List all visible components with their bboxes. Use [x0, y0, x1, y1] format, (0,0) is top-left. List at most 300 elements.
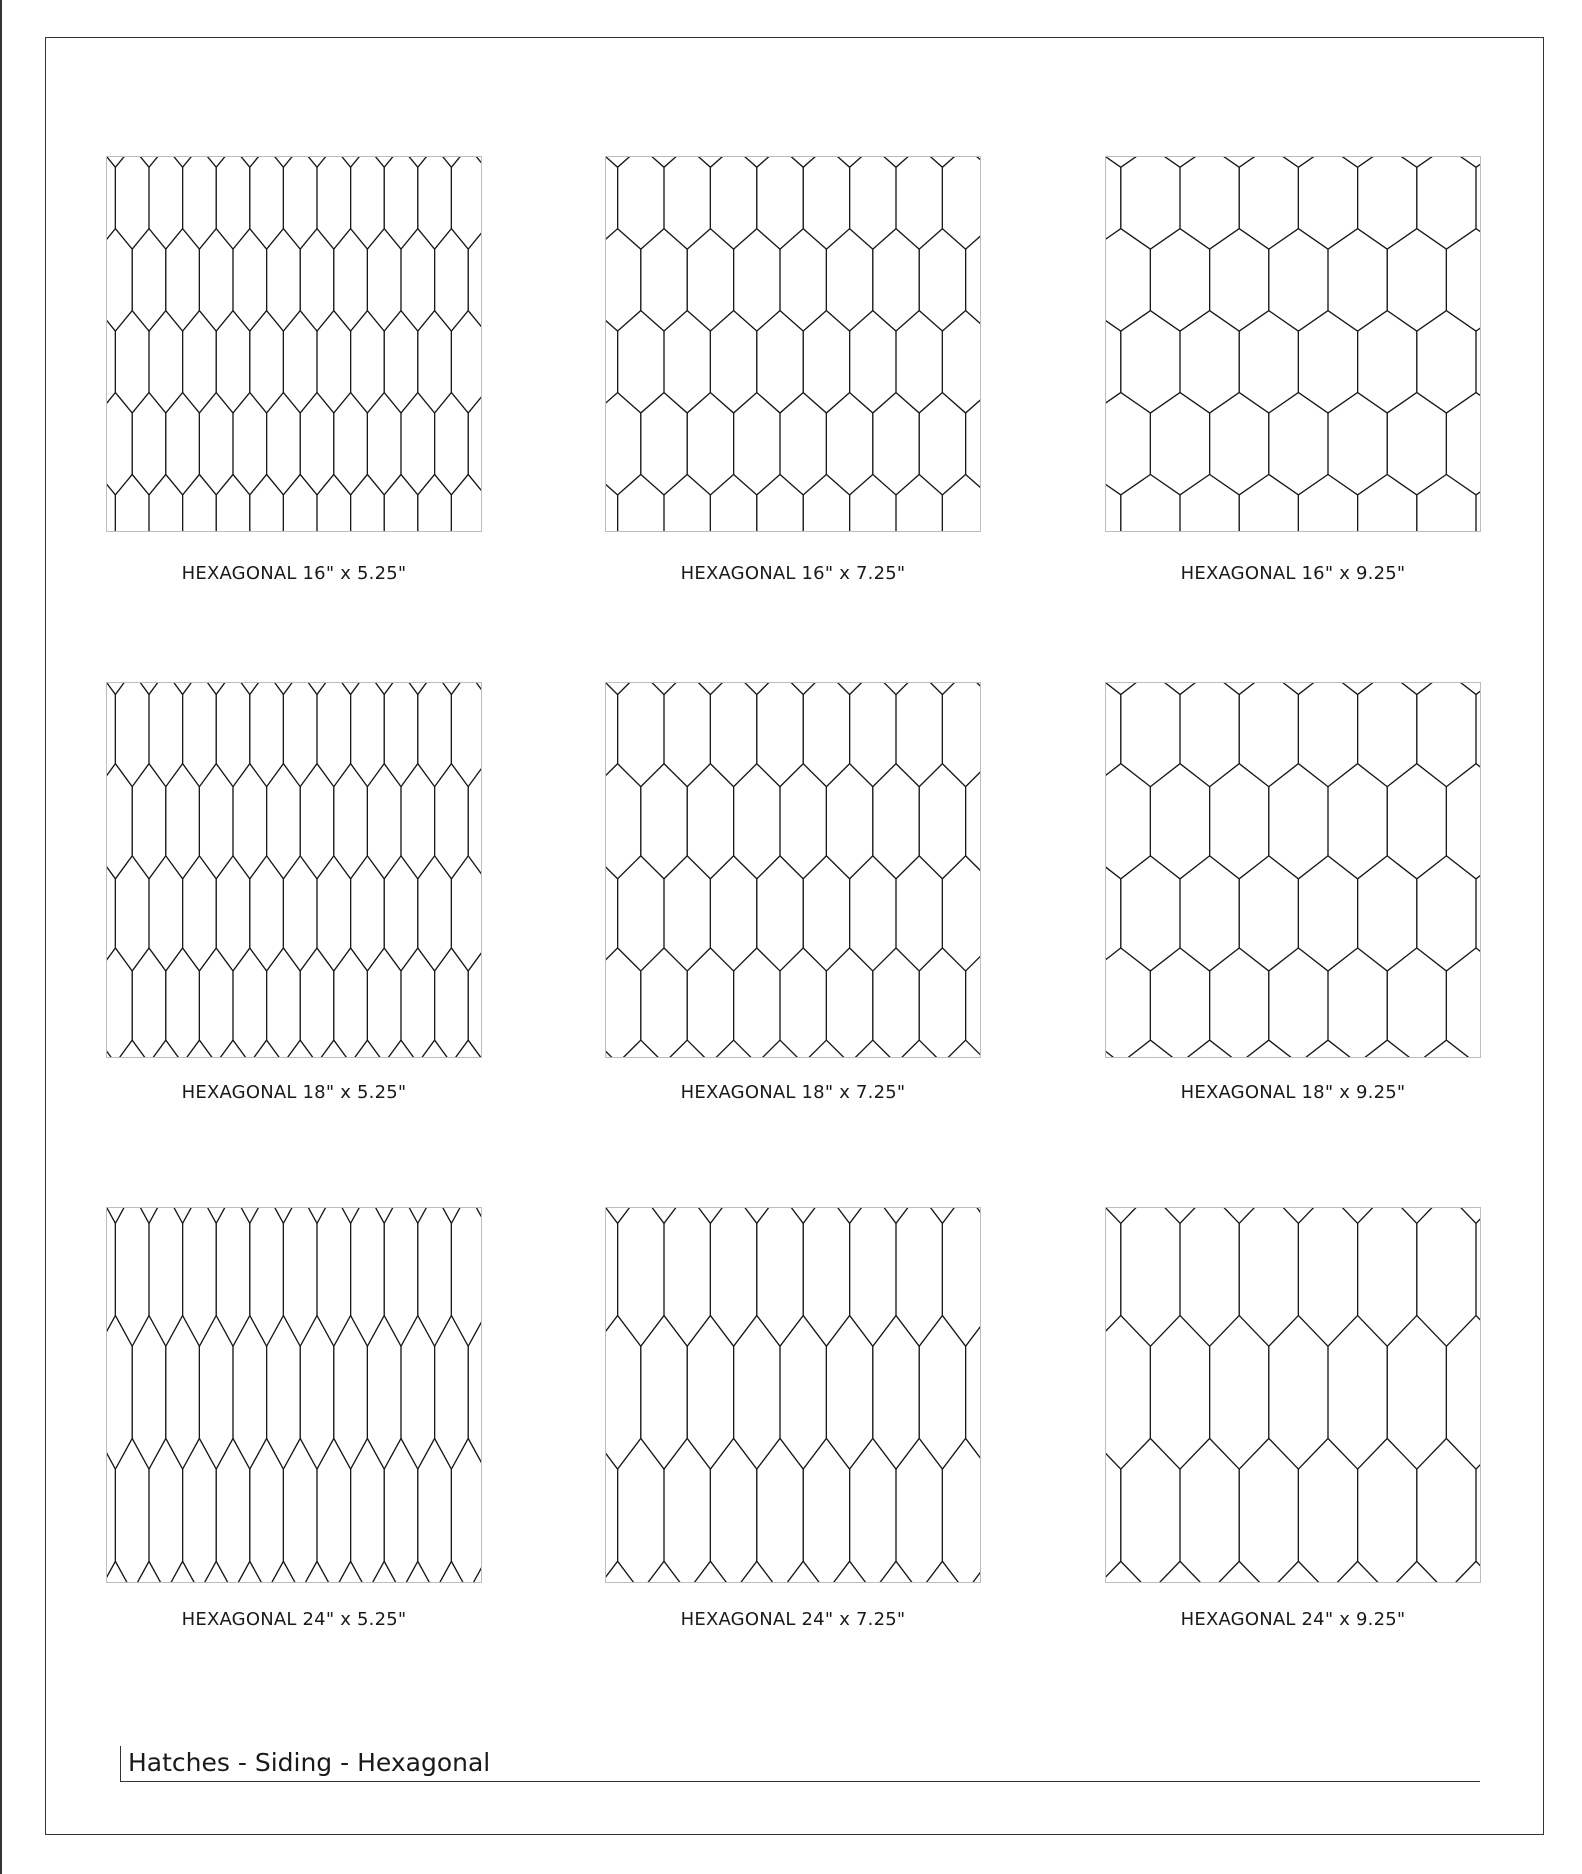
hexagon-tile: [199, 1208, 233, 1223]
hexagon-tile: [1106, 1561, 1150, 1582]
hexagon-tile: [942, 474, 980, 531]
hexagon-tile: [300, 1208, 334, 1223]
hexagon-tile: [826, 948, 872, 1057]
hexagon-tile: [1417, 311, 1476, 413]
hatch-panel-24x9-25: [1105, 1207, 1481, 1583]
hexagon-tile: [183, 1040, 217, 1057]
hexagon-tile: [401, 683, 435, 695]
hatch-caption: HEXAGONAL 16" x 9.25": [1180, 563, 1406, 584]
hexagon-tile: [401, 764, 435, 879]
hexagon-tile: [216, 856, 250, 971]
hexagon-tile: [199, 764, 233, 879]
hexagon-tile: [734, 1208, 780, 1223]
hexagon-tile: [233, 229, 267, 331]
hatch-drawing: [1106, 1208, 1480, 1582]
hexagon-tile: [468, 1208, 481, 1223]
hexagon-tile: [149, 1040, 183, 1057]
hexagon-tile: [919, 157, 965, 167]
hexagon-tile: [606, 474, 618, 531]
hexagon-tile: [1180, 311, 1239, 413]
hexagon-tile: [1269, 393, 1328, 495]
hatch-caption: HEXAGONAL 16" x 7.25": [680, 563, 906, 584]
hexagon-tile: [641, 948, 687, 1057]
hexagon-tile: [942, 683, 980, 787]
hexagon-tile: [919, 1561, 965, 1582]
hexagon-tile: [1180, 1438, 1239, 1582]
hatch-lines: [1106, 157, 1480, 531]
hexagon-tile: [1121, 311, 1180, 413]
hexagon-tile: [942, 1208, 980, 1346]
hexagon-tile: [107, 1561, 132, 1582]
hexagon-tile: [216, 474, 250, 531]
hexagon-tile: [1269, 1208, 1328, 1223]
hexagon-tile: [919, 393, 965, 495]
hexagon-tile: [1298, 856, 1357, 971]
hexagon-tile: [267, 1208, 301, 1223]
hexagon-tile: [1446, 948, 1480, 1057]
hexagon-tile: [873, 229, 919, 331]
hexagon-tile: [199, 1561, 233, 1582]
hexagon-tile: [1150, 1561, 1209, 1582]
hexagon-tile: [641, 1561, 687, 1582]
hatch-caption: HEXAGONAL 24" x 7.25": [680, 1609, 906, 1630]
hexagon-tile: [1476, 157, 1480, 249]
hexagon-tile: [149, 856, 183, 971]
hexagon-tile: [850, 856, 896, 971]
hatch-caption: HEXAGONAL 24" x 5.25": [181, 1609, 407, 1630]
hexagon-tile: [1476, 1040, 1480, 1057]
hexagon-tile: [896, 474, 942, 531]
sheet-title: Hatches - Siding - Hexagonal: [128, 1748, 491, 1777]
hexagon-tile: [1358, 474, 1417, 531]
hexagon-tile: [418, 474, 452, 531]
hatch-caption: HEXAGONAL 24" x 9.25": [1180, 1609, 1406, 1630]
hexagon-tile: [826, 1561, 872, 1582]
hexagon-tile: [300, 948, 334, 1057]
hexagon-tile: [780, 764, 826, 879]
hexagon-tile: [233, 157, 267, 167]
hexagon-tile: [351, 311, 385, 413]
hexagon-tile: [734, 393, 780, 495]
hexagon-tile: [826, 1316, 872, 1470]
hexagon-tile: [919, 229, 965, 331]
hexagon-tile: [1269, 157, 1328, 167]
hexagon-tile: [826, 229, 872, 331]
hexagon-tile: [664, 1438, 710, 1582]
hexagon-tile: [317, 311, 351, 413]
hexagon-tile: [334, 948, 368, 1057]
hexagon-tile: [919, 948, 965, 1057]
hatch-drawing: [606, 683, 980, 1057]
hexagon-tile: [803, 1438, 849, 1582]
hexagon-tile: [334, 683, 368, 695]
hexagon-tile: [966, 764, 980, 879]
hexagon-tile: [267, 229, 301, 331]
hexagon-tile: [401, 1208, 435, 1223]
hexagon-tile: [919, 683, 965, 695]
hexagon-tile: [401, 1316, 435, 1470]
hexagon-tile: [401, 393, 435, 495]
hatch-lines: [606, 1208, 980, 1582]
hexagon-tile: [149, 474, 183, 531]
hexagon-tile: [233, 393, 267, 495]
hatch-drawing: [606, 157, 980, 531]
hexagon-tile: [267, 764, 301, 879]
hexagon-tile: [942, 157, 980, 249]
hexagon-tile: [451, 157, 481, 249]
hexagon-tile: [351, 856, 385, 971]
hexagon-tile: [1387, 764, 1446, 879]
hexagon-tile: [199, 948, 233, 1057]
hexagon-tile: [1150, 683, 1209, 695]
hexagon-tile: [1239, 311, 1298, 413]
hexagon-tile: [267, 948, 301, 1057]
hexagon-tile: [1387, 157, 1446, 167]
hexagon-tile: [107, 1040, 115, 1057]
hexagon-tile: [1446, 229, 1480, 331]
hexagon-tile: [166, 157, 200, 167]
hexagon-tile: [1150, 157, 1209, 167]
hexagon-tile: [1239, 1438, 1298, 1582]
hexagon-tile: [641, 683, 687, 695]
hexagon-tile: [115, 1040, 149, 1057]
hexagon-tile: [687, 393, 733, 495]
hexagon-tile: [132, 229, 166, 331]
hexagon-tile: [1106, 683, 1121, 787]
hexagon-tile: [1387, 229, 1446, 331]
hexagon-tile: [664, 1040, 710, 1057]
hexagon-tile: [1180, 474, 1239, 531]
hatch-panel-16x5-25: [106, 156, 482, 532]
hexagon-tile: [1328, 764, 1387, 879]
hatch-caption: HEXAGONAL 18" x 7.25": [680, 1082, 906, 1103]
hexagon-tile: [283, 474, 317, 531]
hexagon-tile: [606, 683, 618, 787]
hexagon-tile: [317, 1040, 351, 1057]
hexagon-tile: [468, 157, 481, 167]
hatch-lines: [1106, 683, 1480, 1057]
hexagon-tile: [1387, 1316, 1446, 1470]
hexagon-tile: [1269, 1316, 1328, 1470]
hexagon-tile: [919, 1208, 965, 1223]
hexagon-tile: [451, 1438, 481, 1582]
hexagon-tile: [1239, 1040, 1298, 1057]
hexagon-tile: [300, 157, 334, 167]
hexagon-tile: [618, 311, 664, 413]
hexagon-tile: [641, 157, 687, 167]
hexagon-tile: [606, 1040, 618, 1057]
hatch-panel-18x9-25: [1105, 682, 1481, 1058]
hexagon-tile: [367, 157, 401, 167]
hexagon-tile: [1328, 229, 1387, 331]
hexagon-tile: [166, 1208, 200, 1223]
hexagon-tile: [367, 683, 401, 695]
hexagon-tile: [132, 393, 166, 495]
hexagon-tile: [1106, 157, 1121, 249]
hexagon-tile: [166, 764, 200, 879]
hexagon-tile: [873, 1561, 919, 1582]
hexagon-tile: [966, 1208, 980, 1223]
hexagon-tile: [384, 311, 418, 413]
hexagon-tile: [664, 856, 710, 971]
hexagon-tile: [1150, 948, 1209, 1057]
hexagon-tile: [166, 683, 200, 695]
hexagon-tile: [780, 1316, 826, 1470]
hexagon-tile: [1476, 1208, 1480, 1346]
hexagon-tile: [710, 1438, 756, 1582]
hexagon-tile: [966, 948, 980, 1057]
hexagon-tile: [1387, 1561, 1446, 1582]
hexagon-tile: [300, 393, 334, 495]
hexagon-tile: [1210, 1208, 1269, 1223]
hexagon-tile: [1387, 1208, 1446, 1223]
hexagon-tile: [351, 1040, 385, 1057]
hexagon-tile: [641, 764, 687, 879]
hexagon-tile: [1328, 393, 1387, 495]
hexagon-tile: [132, 948, 166, 1057]
hatch-lines: [107, 683, 481, 1057]
hexagon-tile: [132, 157, 166, 167]
hexagon-tile: [1180, 1040, 1239, 1057]
hexagon-tile: [468, 1316, 481, 1470]
hexagon-tile: [183, 474, 217, 531]
hexagon-tile: [780, 157, 826, 167]
hexagon-tile: [468, 229, 481, 331]
hexagon-tile: [780, 229, 826, 331]
hexagon-tile: [873, 683, 919, 695]
hexagon-tile: [710, 1040, 756, 1057]
hexagon-tile: [687, 229, 733, 331]
hexagon-tile: [107, 1208, 115, 1346]
hexagon-tile: [1210, 157, 1269, 167]
hexagon-tile: [1210, 764, 1269, 879]
hexagon-tile: [166, 229, 200, 331]
hexagon-tile: [334, 1208, 368, 1223]
hatch-lines: [107, 1208, 481, 1582]
hatch-panel-18x5-25: [106, 682, 482, 1058]
hexagon-tile: [606, 157, 618, 249]
hexagon-tile: [966, 229, 980, 331]
hexagon-tile: [283, 1438, 317, 1582]
hexagon-tile: [803, 856, 849, 971]
hexagon-tile: [1210, 393, 1269, 495]
hexagon-tile: [1150, 1208, 1209, 1223]
hexagon-tile: [435, 1316, 469, 1470]
hexagon-tile: [687, 1561, 733, 1582]
hexagon-tile: [1476, 311, 1480, 413]
hexagon-tile: [1446, 764, 1480, 879]
hexagon-tile: [317, 474, 351, 531]
hexagon-tile: [115, 311, 149, 413]
hexagon-tile: [233, 1316, 267, 1470]
hexagon-tile: [1106, 948, 1150, 1057]
hexagon-tile: [233, 1208, 267, 1223]
hexagon-tile: [919, 1316, 965, 1470]
hexagon-tile: [1106, 1040, 1121, 1057]
hexagon-tile: [641, 393, 687, 495]
hexagon-tile: [183, 1438, 217, 1582]
hexagon-tile: [468, 393, 481, 495]
hexagon-tile: [734, 764, 780, 879]
hatch-panel-16x7-25: [605, 156, 981, 532]
hexagon-tile: [468, 948, 481, 1057]
hexagon-tile: [1387, 393, 1446, 495]
hexagon-tile: [1446, 1561, 1480, 1582]
hexagon-tile: [418, 856, 452, 971]
hexagon-tile: [435, 683, 469, 695]
hexagon-tile: [803, 311, 849, 413]
hexagon-tile: [1150, 1316, 1209, 1470]
hexagon-tile: [896, 311, 942, 413]
hexagon-tile: [734, 683, 780, 695]
hexagon-tile: [780, 683, 826, 695]
hexagon-tile: [1328, 1208, 1387, 1223]
hexagon-tile: [641, 1316, 687, 1470]
hexagon-tile: [300, 1316, 334, 1470]
hexagon-tile: [734, 1316, 780, 1470]
hexagon-tile: [687, 764, 733, 879]
hexagon-tile: [780, 1208, 826, 1223]
hexagon-tile: [618, 1040, 664, 1057]
hexagon-tile: [351, 1438, 385, 1582]
hexagon-tile: [435, 1561, 469, 1582]
hatch-lines: [1106, 1208, 1480, 1582]
sheet-edge-line: [0, 0, 2, 1874]
hexagon-tile: [334, 1316, 368, 1470]
hexagon-tile: [401, 229, 435, 331]
hexagon-tile: [1328, 948, 1387, 1057]
hexagon-tile: [780, 1561, 826, 1582]
hexagon-tile: [107, 683, 115, 787]
hexagon-tile: [451, 683, 481, 787]
hatch-lines: [606, 157, 980, 531]
hexagon-tile: [468, 683, 481, 695]
hatch-caption: HEXAGONAL 18" x 5.25": [181, 1082, 407, 1103]
hexagon-tile: [734, 1561, 780, 1582]
hexagon-tile: [300, 764, 334, 879]
hexagon-tile: [1417, 1438, 1476, 1582]
hexagon-tile: [435, 1208, 469, 1223]
hexagon-tile: [1180, 856, 1239, 971]
hexagon-tile: [966, 1316, 980, 1470]
hexagon-tile: [283, 311, 317, 413]
hexagon-tile: [734, 229, 780, 331]
hexagon-tile: [199, 157, 233, 167]
hexagon-tile: [267, 393, 301, 495]
hexagon-tile: [300, 683, 334, 695]
hexagon-tile: [1358, 311, 1417, 413]
hexagon-tile: [468, 1561, 481, 1582]
hexagon-tile: [1106, 1438, 1121, 1582]
hexagon-tile: [233, 1561, 267, 1582]
hexagon-tile: [1298, 1040, 1357, 1057]
hexagon-tile: [451, 1040, 481, 1057]
hexagon-tile: [1358, 1040, 1417, 1057]
hexagon-tile: [1106, 1208, 1121, 1346]
hexagon-tile: [850, 1040, 896, 1057]
hexagon-tile: [1358, 1438, 1417, 1582]
hexagon-tile: [1298, 1438, 1357, 1582]
hexagon-tile: [710, 856, 756, 971]
hexagon-tile: [267, 157, 301, 167]
hexagon-tile: [1328, 1316, 1387, 1470]
hexagon-tile: [107, 948, 132, 1057]
hexagon-tile: [132, 683, 166, 695]
hexagon-tile: [283, 856, 317, 971]
hexagon-tile: [618, 474, 664, 531]
hexagon-tile: [1446, 1316, 1480, 1470]
hexagon-tile: [199, 683, 233, 695]
hexagon-tile: [873, 764, 919, 879]
hatch-drawing: [107, 157, 481, 531]
hexagon-tile: [780, 393, 826, 495]
hexagon-tile: [1476, 474, 1480, 531]
hexagon-tile: [401, 1561, 435, 1582]
hexagon-tile: [687, 157, 733, 167]
hexagon-tile: [1269, 764, 1328, 879]
hexagon-tile: [1210, 948, 1269, 1057]
hexagon-tile: [618, 856, 664, 971]
title-block: [120, 1746, 1480, 1782]
hexagon-tile: [216, 1040, 250, 1057]
hatch-drawing: [1106, 683, 1480, 1057]
hexagon-tile: [115, 1438, 149, 1582]
hexagon-tile: [873, 393, 919, 495]
hexagon-tile: [435, 157, 469, 167]
hexagon-tile: [966, 157, 980, 167]
hexagon-tile: [132, 1561, 166, 1582]
hexagon-tile: [803, 1040, 849, 1057]
hexagon-tile: [734, 948, 780, 1057]
hexagon-tile: [107, 157, 115, 249]
hexagon-tile: [1298, 474, 1357, 531]
hexagon-tile: [1121, 474, 1180, 531]
hexagon-tile: [132, 1208, 166, 1223]
hatch-panel-24x7-25: [605, 1207, 981, 1583]
hexagon-tile: [435, 948, 469, 1057]
hexagon-tile: [896, 1438, 942, 1582]
hexagon-tile: [826, 764, 872, 879]
hexagon-tile: [757, 1438, 803, 1582]
hexagon-tile: [334, 157, 368, 167]
hexagon-tile: [418, 1438, 452, 1582]
hexagon-tile: [250, 1438, 284, 1582]
hexagon-tile: [734, 157, 780, 167]
hatch-drawing: [107, 683, 481, 1057]
hexagon-tile: [451, 1208, 481, 1346]
hatch-lines: [107, 157, 481, 531]
hexagon-tile: [606, 948, 641, 1057]
hexagon-tile: [1298, 311, 1357, 413]
hexagon-tile: [367, 764, 401, 879]
hexagon-tile: [757, 856, 803, 971]
hexagon-tile: [1417, 474, 1476, 531]
hexagon-tile: [1239, 474, 1298, 531]
hexagon-tile: [317, 856, 351, 971]
hexagon-tile: [873, 1316, 919, 1470]
hexagon-tile: [687, 683, 733, 695]
hexagon-tile: [1269, 229, 1328, 331]
hexagon-tile: [367, 1561, 401, 1582]
hexagon-tile: [149, 311, 183, 413]
hexagon-tile: [367, 1208, 401, 1223]
hexagon-tile: [166, 393, 200, 495]
hexagon-tile: [803, 474, 849, 531]
hexagon-tile: [250, 1040, 284, 1057]
hexagon-tile: [1150, 229, 1209, 331]
hexagon-tile: [942, 1438, 980, 1582]
hexagon-tile: [166, 948, 200, 1057]
